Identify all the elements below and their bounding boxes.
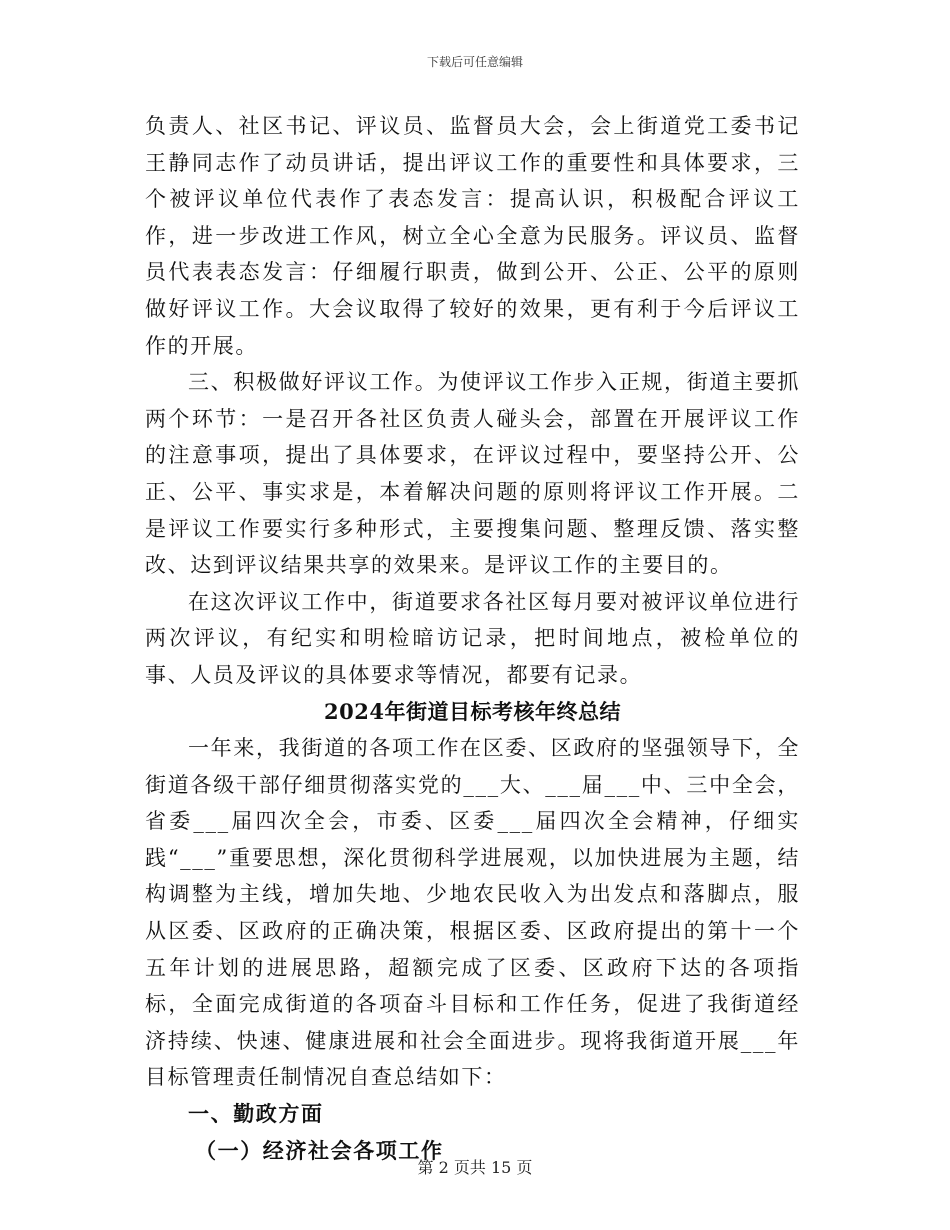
heading-level-2: （一）经济社会各项工作 xyxy=(195,1137,444,1163)
paragraph-2: 三、积极做好评议工作。为使评议工作步入正规，街道主要抓两个环节：一是召开各社区负责人碰头会，部置在开展评议工作的注意事项，提出了具体要求，在评议过程中，要坚持公开、公正、公平、事实求是，本着解决问题的原则将评议工作开展。二是评议工作要实行多种形式，主要搜集问题、整理反馈、落实整改、达到评议结果共享的效果来。是评议工作的主要目的。 xyxy=(145,370,800,578)
page-number: 第 2 页共 15 页 xyxy=(417,1158,533,1177)
paragraph-4: 一年来，我街道的各项工作在区委、区政府的坚强领导下，全街道各级干部仔细贯彻落实党的___大、___届___中、三中全会，省委___届四次全会，市委、区委___届四次全会精神，仔细实践“___”重要思想，深化贯彻科学进展观，以加快进展为主题，结构调整为主线，增加失地、少地农民收入为出发点和落脚点，服从区委、区政府的正确决策，根据区委、区政府提出的第十一个五年计划的进展思路，超额完成了区委、区政府下达的各项指标，全面完成街道的各项奋斗目标和工作任务，促进了我街道经济持续、快速、健康进展和社会全面进步。现将我街道开展___年目标管理责任制情况自查总结如下： xyxy=(145,736,800,1090)
paragraph-3: 在这次评议工作中，街道要求各社区每月要对被评议单位进行两次评议，有纪实和明检暗访记录，把时间地点，被检单位的事、人员及评议的具体要求等情况，都要有记录。 xyxy=(145,589,800,687)
section-title: 2024年街道目标考核年终总结 xyxy=(324,698,621,724)
paragraph-1: 负责人、社区书记、评议员、监督员大会，会上街道党工委书记王静同志作了动员讲话，提出评议工作的重要性和具体要求，三个被评议单位代表作了表态发言：提高认识，积极配合评议工作，进一步改进工作风，树立全心全意为民服务。评议员、监督员代表表态发言：仔细履行职责，做到公开、公正、公平的原则做好评议工作。大会议取得了较好的效果，更有利于今后评议工作的开展。 xyxy=(145,114,800,358)
heading-level-1: 一、勤政方面 xyxy=(188,1101,324,1127)
document-body xyxy=(145,108,800,1169)
page-header-note: 下载后可任意编辑 xyxy=(426,55,523,69)
